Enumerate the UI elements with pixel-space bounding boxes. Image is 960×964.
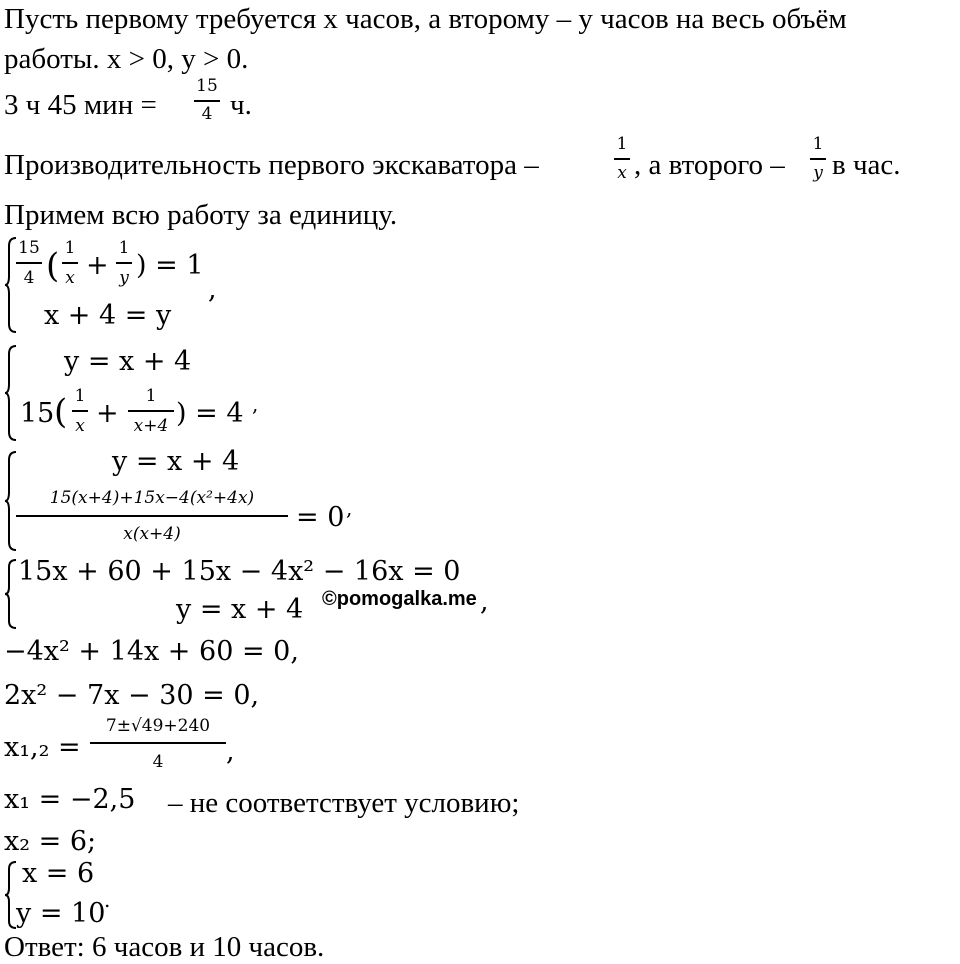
frac-numerator: 1 <box>118 238 130 258</box>
dot: . <box>104 888 111 912</box>
text-line-1: Пусть первому требуется x часов, а второму – y часов на весь объём <box>4 3 847 35</box>
frac-line <box>810 158 826 160</box>
frac-line <box>90 742 226 744</box>
plus-sign: + <box>86 250 109 281</box>
answer: Ответ: 6 часов и 10 часов. <box>4 931 325 963</box>
frac-line <box>194 100 220 102</box>
sys3-rhs: = 0 <box>296 502 345 533</box>
frac-line <box>62 262 78 264</box>
frac-numerator: 1 <box>64 238 76 258</box>
left-brace-icon <box>4 344 18 442</box>
text-line-4-mid: , а второго – <box>634 149 785 181</box>
equation-2: 2x² − 7x − 30 = 0, <box>4 680 260 711</box>
text-line-4: Производительность первого экскаватора – <box>4 149 539 181</box>
sys2-row1: y = x + 4 <box>64 346 192 377</box>
frac-numerator: 15(x+4)+15x−4(x²+4x) <box>49 488 255 508</box>
watermark: ©pomogalka.me <box>322 588 477 610</box>
left-brace-icon <box>4 558 18 630</box>
text-line-2: работы. x > 0, y > 0. <box>4 43 249 75</box>
comma: , <box>252 392 259 416</box>
frac-line <box>72 410 88 412</box>
sys4-row1: 15x + 60 + 15x − 4x² − 16x = 0 <box>18 556 461 587</box>
sys3-row1: y = x + 4 <box>112 446 240 477</box>
frac-numerator: 1 <box>74 386 86 406</box>
text-line-3: 3 ч 45 мин = <box>4 89 157 121</box>
sys1-rhs: ) = 1 <box>136 250 204 281</box>
frac-numerator: 1 <box>616 134 628 154</box>
frac-numerator: 1 <box>145 386 157 406</box>
sys5-row1: x = 6 <box>22 858 95 889</box>
frac-denominator: x <box>65 268 75 288</box>
comma: , <box>480 586 489 617</box>
text-line-5: Примем всю работу за единицу. <box>4 199 398 231</box>
plus-sign: + <box>96 398 119 429</box>
text-line-3-unit: ч. <box>230 89 252 121</box>
frac-denominator: 4 <box>152 752 164 772</box>
frac-line <box>16 515 288 517</box>
frac-line <box>16 262 42 264</box>
frac-denominator: x(x+4) <box>123 524 181 544</box>
frac-numerator: 15 <box>18 238 40 258</box>
roots-formula-lhs: x₁,₂ = <box>4 732 81 763</box>
paren-open: ( <box>46 246 60 286</box>
frac-line <box>128 410 174 412</box>
frac-line <box>116 262 132 264</box>
root-2: x₂ = 6; <box>4 826 97 857</box>
root-1: x₁ = −2,5 <box>4 784 136 815</box>
paren-open: ( <box>54 392 68 432</box>
frac-denominator: 4 <box>201 104 213 124</box>
frac-denominator: 4 <box>23 268 35 288</box>
comma: , <box>346 496 353 520</box>
sys4-row2: y = x + 4 <box>176 594 304 625</box>
frac-line <box>614 158 630 160</box>
comma: , <box>226 736 235 767</box>
frac-numerator: 1 <box>812 134 824 154</box>
frac-denominator: x <box>75 416 85 436</box>
equation-1: −4x² + 14x + 60 = 0, <box>4 636 299 667</box>
frac-denominator: x+4 <box>133 416 169 436</box>
sys2-rhs: ) = 4 <box>176 398 244 429</box>
sys5-row2: y = 10 <box>16 898 106 929</box>
frac-denominator: y <box>119 268 129 288</box>
frac-numerator: 7±√49+240 <box>105 716 211 736</box>
text-line-4-end: в час. <box>832 149 901 181</box>
sys2-coef: 15 <box>20 398 55 429</box>
frac-numerator: 15 <box>196 76 218 96</box>
root-1-note: – не соответствует условию; <box>168 787 520 819</box>
comma: , <box>208 274 217 305</box>
frac-denominator: y <box>813 163 823 183</box>
sys1-row2: x + 4 = y <box>44 300 172 331</box>
frac-denominator: x <box>617 163 627 183</box>
